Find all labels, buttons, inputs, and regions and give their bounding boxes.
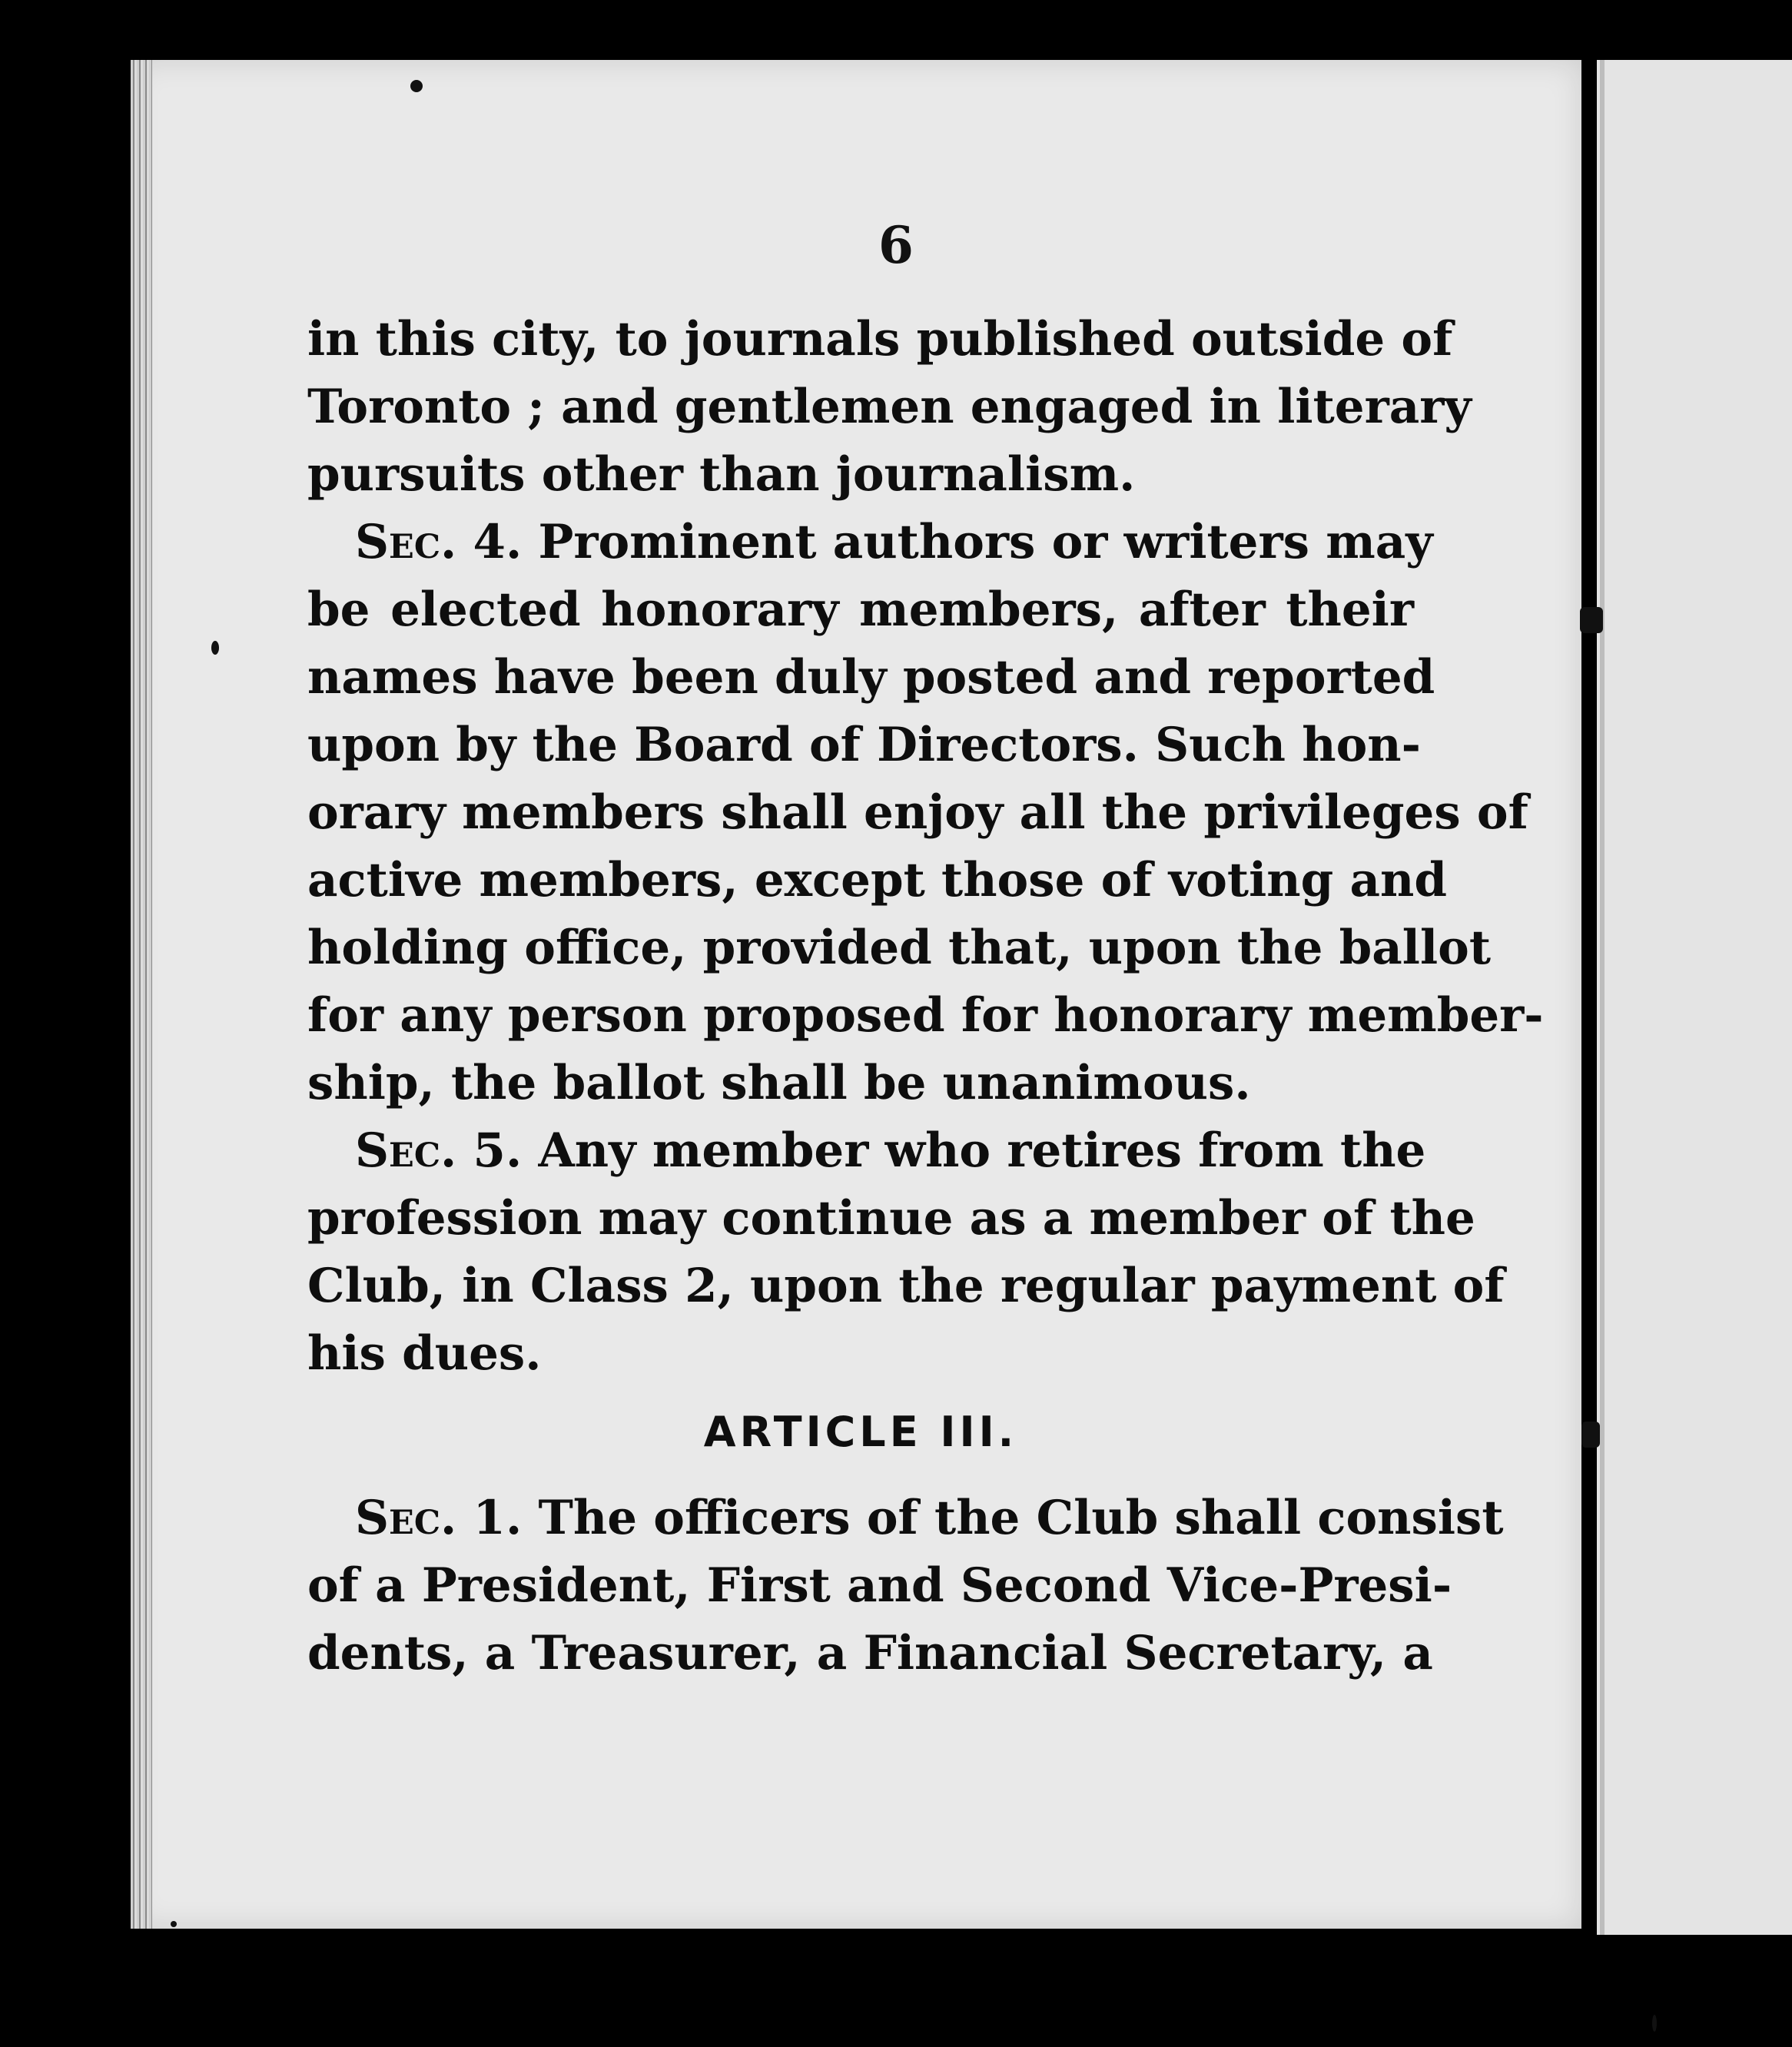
ink-speck	[1652, 2015, 1657, 2032]
text-line: holding office, provided that, upon the ballot	[307, 921, 1492, 975]
ink-speck	[171, 1921, 177, 1927]
article-heading: ARTICLE III.	[703, 1408, 1018, 1456]
text-line: pursuits other than journalism.	[307, 447, 1136, 502]
page-number: 6	[878, 215, 914, 275]
text-line: for any person proposed for honorary member-	[307, 988, 1544, 1043]
text-fragment: Any member who retires from the	[538, 1123, 1426, 1178]
body-text	[307, 306, 1544, 1687]
section-label: Sec. 1.	[355, 1491, 523, 1545]
facing-page-edge	[1600, 60, 1605, 1935]
ink-speck	[410, 80, 423, 92]
text-line: names have been duly posted and reported	[307, 650, 1435, 705]
text-line: in this city, to journals published outside of	[307, 312, 1453, 367]
binding-stitch-mark	[1581, 1422, 1600, 1448]
text-line: of a President, First and Second Vice-Presi-	[307, 1558, 1452, 1613]
text-line: active members, except those of voting and	[307, 853, 1448, 907]
text-line: his dues.	[307, 1326, 542, 1381]
binding-stitch-mark	[1580, 607, 1603, 633]
page-edge-shadow	[131, 60, 152, 1929]
text-line: be elected honorary members, after their	[307, 582, 1414, 637]
text-line: orary members shall enjoy all the privileges of	[307, 785, 1528, 840]
ink-speck	[211, 641, 219, 655]
text-line: dents, a Treasurer, a Financial Secretary, a	[307, 1626, 1433, 1680]
section-label: Sec. 5.	[355, 1123, 523, 1178]
text-line: Toronto ; and gentlemen engaged in literary	[307, 380, 1472, 434]
section-label: Sec. 4.	[355, 515, 523, 569]
section-4-first-line	[307, 509, 1433, 576]
text-line: profession may continue as a member of the	[307, 1191, 1475, 1246]
section-1-first-line	[307, 1485, 1504, 1552]
facing-page-fragment	[1597, 60, 1792, 1935]
text-line: upon by the Board of Directors. Such hon-	[307, 718, 1421, 772]
text-line: Club, in Class 2, upon the regular payment of	[307, 1259, 1505, 1313]
text-fragment: Prominent authors or writers may	[538, 515, 1433, 569]
section-5-first-line	[307, 1117, 1426, 1185]
text-fragment: The officers of the Club shall consist	[538, 1491, 1504, 1545]
binding-gutter	[1581, 60, 1597, 1929]
text-line: ship, the ballot shall be unanimous.	[307, 1056, 1251, 1110]
